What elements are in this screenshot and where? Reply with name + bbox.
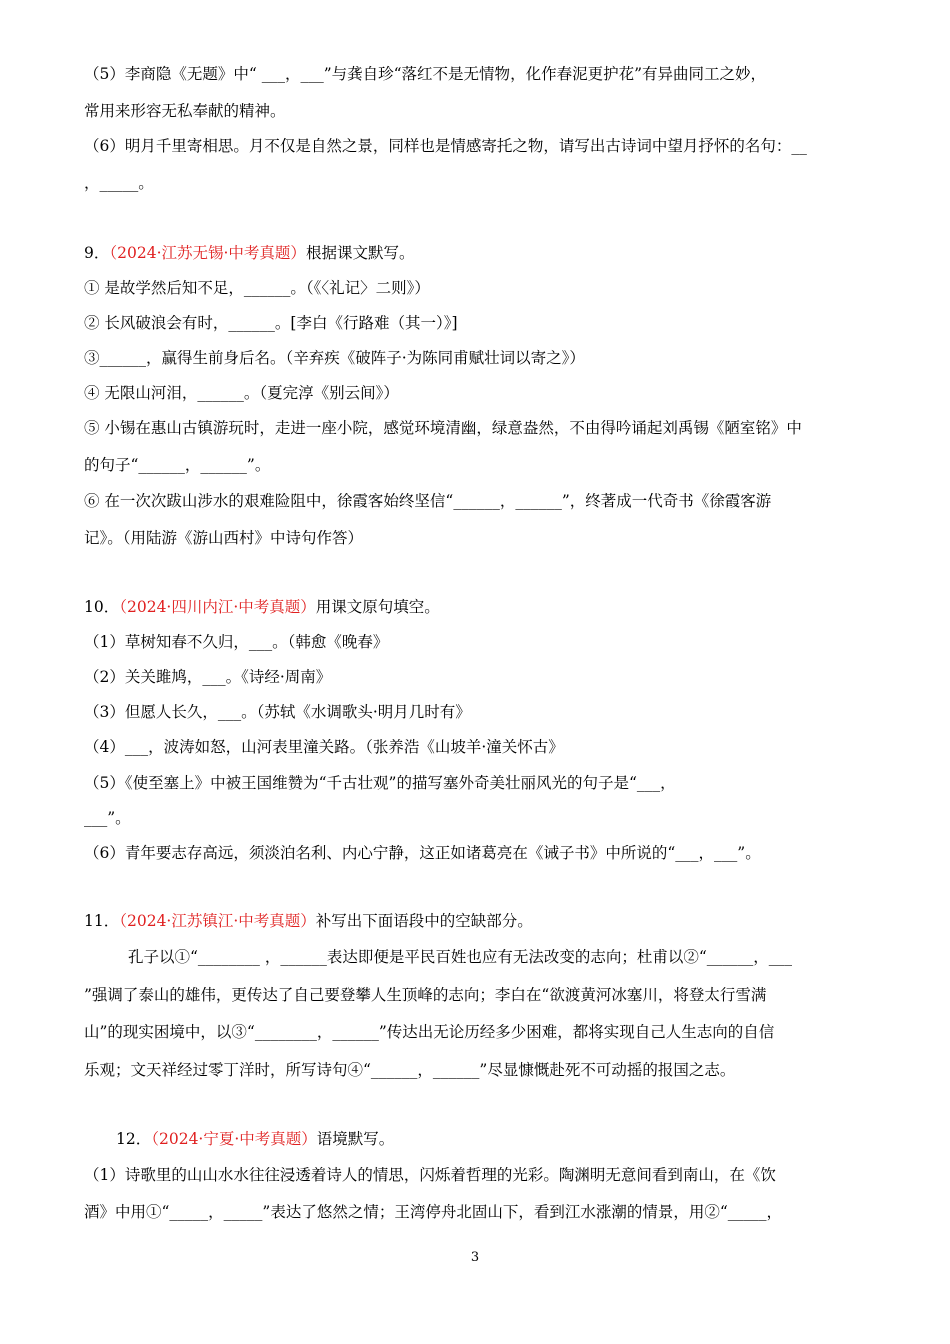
line-10 <box>84 418 802 438</box>
question-number: 9． <box>84 244 110 262</box>
line-text: 酒》中用①“_____，_____”表达了悠然之情；王湾停舟北固山下，看到江水涨潮的情景，用②“_____， <box>84 1203 783 1221</box>
question-9-heading <box>84 243 414 263</box>
line-text: （3）但愿人长久，___。（苏轼《水调歌头·明月几时有》 <box>84 703 471 721</box>
question-number: 12． <box>116 1130 152 1148</box>
line-28 <box>84 1165 776 1185</box>
line-text: ④ 无限山河泪，______。（夏完淳《别云间》） <box>84 384 399 402</box>
line-text: 常用来形容无私奉献的精神。 <box>84 102 286 120</box>
line-26 <box>84 1060 735 1080</box>
line-29 <box>84 1202 782 1222</box>
line-text: 孔子以①“________ ，______表达即便是平民百姓也应有无法改变的志向；杜甫以②“______，___ <box>128 948 793 966</box>
line-21 <box>84 843 761 863</box>
question-instruction: 用课文原句填空。 <box>315 598 440 616</box>
question-source: （2024·江苏镇江·中考真题） <box>119 912 316 930</box>
line-text: （1）诗歌里的山山水水往往浸透着诗人的情思，闪烁着哲理的光彩。陶渊明无意间看到南山，在《饮 <box>84 1166 776 1184</box>
line-text: （2）关关雎鸠，___。《诗经·周南》 <box>84 668 332 686</box>
line-7 <box>84 313 458 333</box>
line-6 <box>84 278 430 298</box>
question-source: （2024·四川内江·中考真题） <box>119 598 316 616</box>
question-source: （2024·江苏无锡·中考真题） <box>109 244 306 262</box>
question-12-heading <box>116 1129 394 1149</box>
question-11-heading <box>84 911 533 931</box>
line-text: （6）青年要志存高远，须淡泊名利、内心宁静，这正如诸葛亮在《诫子书》中所说的“___，___”。 <box>84 844 761 862</box>
line-9 <box>84 383 399 403</box>
line-text: （5）《使至塞上》中被王国维赞为“千古壮观”的描写塞外奇美壮丽风光的句子是“___， <box>84 774 676 792</box>
line-text: 的句子“______，______”。 <box>84 456 271 474</box>
line-text: （1）草树知春不久归，___。（韩愈《晚春》 <box>84 633 389 651</box>
line-13 <box>84 528 363 548</box>
line-text: 山”的现实困境中，以③“________，______”传达出无论历经多少困难，都将实现自己人生志向的自信 <box>84 1023 775 1041</box>
question-instruction: 补写出下面语段中的空缺部分。 <box>315 912 533 930</box>
line-text: ⑥ 在一次次跋山涉水的艰难险阻中，徐霞客始终坚信“______，______”，终著成一代奇书《徐霞客游 <box>84 492 772 510</box>
line-text: ，_____。 <box>84 174 154 192</box>
line-text: ⑤ 小锡在惠山古镇游玩时，走进一座小院，感觉环境清幽，绿意盎然，不由得吟诵起刘禹锡《陋室铭》中 <box>84 419 802 437</box>
line-text: （6）明月千里寄相思。月不仅是自然之景，同样也是情感寄托之物，请写出古诗词中望月抒怀的名句：__ <box>84 137 807 155</box>
line-1 <box>84 64 766 84</box>
question-instruction: 语境默写。 <box>316 1130 395 1148</box>
line-text: 乐观；文天祥经过零丁洋时，所写诗句④“______，______”尽显慷慨赴死不可动摇的报国之志。 <box>84 1061 736 1079</box>
line-text: ① 是故学然后知不足，______。（《〈礼记〉二则》） <box>84 279 430 297</box>
line-text: （4）___，波涛如怒，山河表里潼关路。（张养浩《山坡羊·潼关怀古》 <box>84 738 564 756</box>
line-17 <box>84 702 471 722</box>
line-18 <box>84 737 564 757</box>
line-16 <box>84 667 331 687</box>
question-instruction: 根据课文默写。 <box>305 244 415 262</box>
line-2 <box>84 101 286 121</box>
line-19 <box>84 773 676 793</box>
question-10-heading <box>84 597 440 617</box>
line-text: ___”。 <box>84 809 131 827</box>
line-text: 记》。（用陆游《游山西村》中诗句作答） <box>84 529 364 547</box>
line-12 <box>84 491 771 511</box>
line-25 <box>84 1022 774 1042</box>
line-text: ③______，赢得生前身后名。（辛弃疾《破阵子·为陈同甫赋壮词以寄之》） <box>84 349 585 367</box>
line-8 <box>84 348 585 368</box>
line-11 <box>84 455 270 475</box>
line-20 <box>84 808 131 828</box>
line-3 <box>84 136 807 156</box>
line-24 <box>84 985 766 1005</box>
line-15 <box>84 632 388 652</box>
page-number: 3 <box>470 1250 480 1265</box>
question-number: 11． <box>84 912 120 930</box>
line-text: ”强调了泰山的雄伟，更传达了自己要登攀人生顶峰的志向；李白在“欲渡黄河冰塞川，将登太行雪满 <box>84 986 767 1004</box>
question-source: （2024·宁夏·中考真题） <box>151 1130 317 1148</box>
question-number: 10． <box>84 598 120 616</box>
line-text: （5）李商隐《无题》中“ ___，___”与龚自珍“落红不是无情物，化作春泥更护花”有异曲同工之妙， <box>84 65 766 83</box>
line-23 <box>128 947 792 967</box>
line-text: ② 长风破浪会有时，______。[李白《行路难（其一）》] <box>84 314 458 332</box>
line-4 <box>84 173 154 193</box>
